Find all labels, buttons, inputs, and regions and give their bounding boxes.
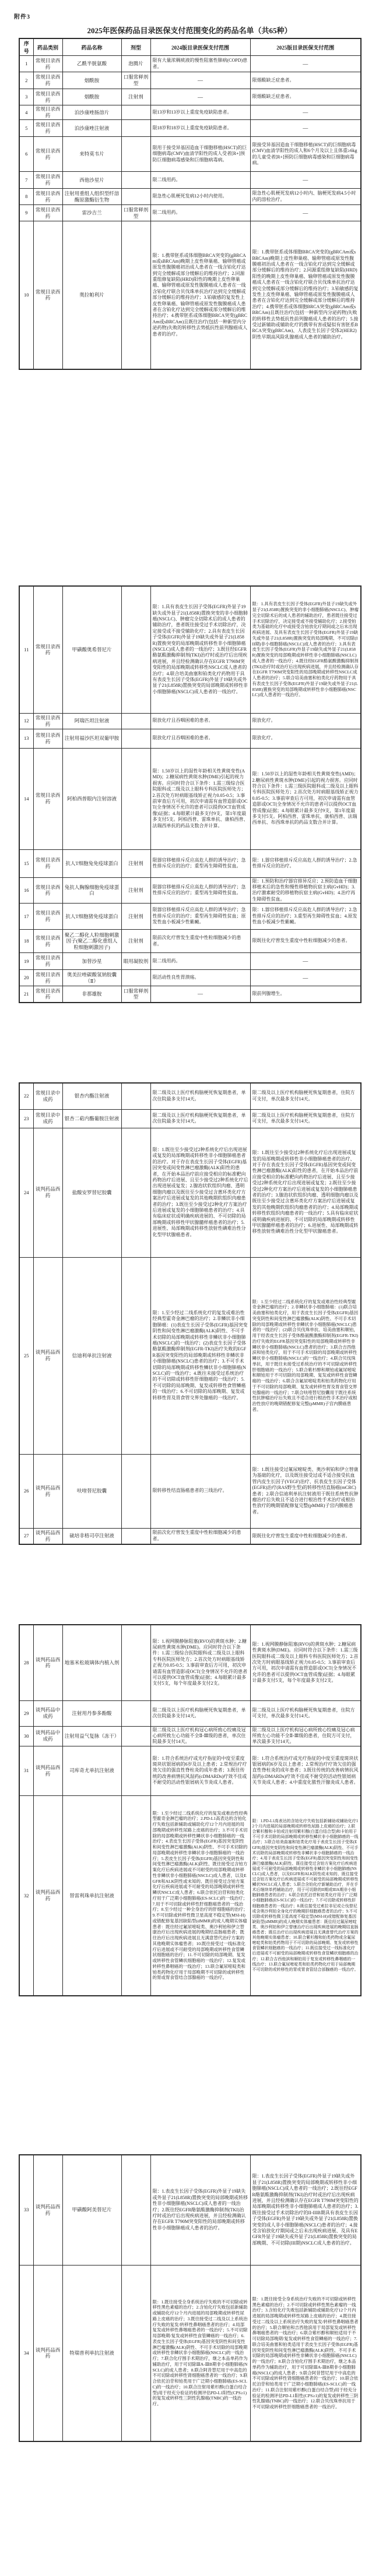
drug-name-cell: 烟酰胺 bbox=[62, 89, 121, 105]
scope-2024-cell: 限二线用药。 bbox=[150, 205, 250, 221]
scope-2025-cell: 限：1.器官移植排斥反应高危人群的诱导治疗；2.急性排斥反应的治疗。 bbox=[250, 849, 361, 877]
row-number-cell: 27 bbox=[19, 1528, 33, 1544]
scope-2024-cell: 限放化疗且吞咽困难的患者。 bbox=[150, 729, 250, 748]
scope-2024-cell: 限器官移植排斥反应高危人群的诱导治疗；急性排斥反应的治疗；重型再生障碍性贫血。 bbox=[150, 849, 250, 877]
drug-name-cell: 聚乙二醇化人粒细胞刺激因子(聚乙二醇化重组人粒细胞刺激因子) bbox=[62, 930, 121, 953]
header-col-category: 药品类别 bbox=[33, 38, 62, 56]
row-number-cell: 14 bbox=[19, 748, 33, 849]
table-row bbox=[19, 105, 361, 120]
table-row bbox=[19, 1795, 361, 1996]
table-row bbox=[19, 748, 361, 849]
drug-category-cell: 常规目录西药 bbox=[33, 56, 62, 72]
drug-name-cell: 兔抗人胸腺细胞免疫球蛋白 bbox=[62, 877, 121, 904]
scope-2025-cell: 限：1.PD-L1高表达的含铂化疗失败包括新辅助或辅助化疗12个月内进展的局部晚期或转移性尿路上皮癌的治疗；2.联合紫杉醇和卡铂或注射用紫杉醇(白蛋白结合型)和卡铂用于不可手术切除的局部晚期或转移性鳞状非小细胞肺癌的一线治疗；3.联合培美曲塞和铂类化疗用于表皮生长因子受体(EGFR)基因突变阴性和间变性淋巴瘤激酶(ALK)阴性、不可手术切除的局部晚期或转移性非鳞状非小细胞肺癌的一线治疗；4.用于表皮生长因子受体(EGFR)基因突变阴性和间变性淋巴瘤激酶(ALK)阴性、既往接受过含铂方案化疗后疾病进展或不可耐受的局部晚期或转移性非鳞状非小细胞肺癌(NSCLC)成人患者，以及EGFR和ALK阴性或未知的、既往接受过含铂方案化疗后疾病进展或不可耐受的局部晚期或转移性鳞状NSCLC成人患者；5.联合含铂化疗新辅助治疗，并在手术后继续单药辅助治疗，用于可切除的II期或IIIA期非小细胞肺癌患者的治疗；6.联合依托泊苷和铂类化疗用于广泛期小细胞肺癌(ES-SCLC)的一线治疗；7.不可切除或转移性肝细胞癌患者的一线治疗；8.既往接受过索拉非尼或仑伐替尼或含奥沙利铂全身化疗的晚期肝细胞癌患者的治疗；9.不可切除或转移性微卫星高度不稳定型(MSI-H)或错配修复基因缺陷型(dMMR)的成人晚期实体瘤患者：既往经过氟尿嘧啶类、奥沙利铂和伊立替康治疗后出现疾病进展的晚期结直肠癌患者；既往治疗后出现疾病进展且无满意替代治疗方案的其他晚期实体瘤患者；10.联合紫杉醇和铂类药物或含氟尿嘧啶类和铂类药物用于不可切除的局部晚期、复发或转移性食管鳞状细胞癌的一线治疗；11.既往接受过一线标准化疗后进展或不可耐受的局部晚期或转移性食管鳞状细胞癌的治疗；12.联合吉西他滨和顺铂用于复发或转移性鼻咽癌的一线治疗；13.联合氟尿嘧啶类和铂类药物化疗用于局部晚期不可切除的或转移性的胃或胃食管结合部腺癌的一线治疗。 bbox=[250, 1795, 361, 1996]
drug-name-cell: 注射用重组人组织型纤溶酶原激酶衍生物 bbox=[62, 189, 121, 205]
dosage-form-cell: 眼用凝胶剂 bbox=[121, 953, 150, 970]
drug-name-cell: 替雷利珠单抗注射液 bbox=[62, 1795, 121, 1996]
drug-category-cell: 谈判药品西药 bbox=[33, 1257, 62, 1454]
drug-category-cell: 谈判药品西药 bbox=[33, 1795, 62, 1996]
table-row bbox=[19, 586, 361, 713]
scope-2025-cell: 限：1.符合系统治疗或光疗指征的中度至重度斑块状银屑病的6岁及以上患者；2.常规治疗疗效欠佳的强直性脊柱炎的成年患者；3.既往传统的改善病情抗风湿药(cDMARDs)疗效不佳或不耐受的活动性银屑病关节炎成人患者；4.中重度化脓性汗腺炎成人患者。 bbox=[250, 1746, 361, 1795]
scope-2024-cell: 限前次化疗曾发生重度中性粒细胞减少的患者。 bbox=[150, 930, 250, 953]
row-number-cell: 29 bbox=[19, 1700, 33, 1726]
scope-2024-cell: 限活动性良性胃溃疡。 bbox=[150, 970, 250, 986]
dosage-form-cell bbox=[121, 1109, 150, 1128]
scope-2025-cell: 限烟酸缺乏症患者。 bbox=[250, 72, 361, 89]
dosage-form-cell bbox=[121, 970, 150, 986]
scope-2024-cell: 限放化疗且吞咽困难的患者。 bbox=[150, 713, 250, 729]
drug-category-cell: 常规目录西药 bbox=[33, 105, 62, 120]
table-row bbox=[19, 1454, 361, 1528]
drug-category-cell: 常规目录中成药 bbox=[33, 1109, 62, 1128]
table-row bbox=[19, 172, 361, 189]
drug-category-cell: 常规目录西药 bbox=[33, 137, 62, 172]
scope-2025-cell: — bbox=[250, 205, 361, 221]
dosage-form-cell bbox=[121, 2265, 150, 2441]
scope-2025-cell: 限：1.既往至少接受过2种系统化疗后出现进展或复发的局部晚期或转移性非小细胞肺癌患者的治疗、对于存在表皮生长因子受体(EGFR)基因突变或间变性淋巴瘤激酶(ALK)阳性的患者，在开始本品治疗前应接受相应的标准靶向药物治疗后进展、且至少接受过2种系统化疗后出现进展或复发；2.既往至少接受过2种化疗方案治疗后进展或复发的小细胞肺癌患者的治疗；3.腺泡状软组织肉瘤、透明细胞肉瘤以及既往至少接受过含蒽环类化疗方案治疗后进展或复发的其他晚期软组织肉瘤患者的治疗；4.局部晚期或转移性软组织肉瘤患者的一线治疗；5.具有临床症状或明确疾病进展的、不可切除的局部晚期或转移性甲状腺髓样癌患者的治疗；6.进展性、局部晚期或转移性放射性碘难治性分化型甲状腺癌患者。 bbox=[250, 1128, 361, 1257]
table-row bbox=[19, 1700, 361, 1726]
row-number-cell: 9 bbox=[19, 205, 33, 221]
scope-2024-cell: — bbox=[150, 89, 250, 105]
row-number-cell: 25 bbox=[19, 1257, 33, 1454]
table-row bbox=[19, 1726, 361, 1746]
header-col-name: 药品名称 bbox=[62, 38, 121, 56]
drug-category-cell: 常规目录西药 bbox=[33, 72, 62, 89]
drug-name-cell: 奥拉帕利片 bbox=[62, 221, 121, 369]
dosage-form-cell: 口服常释剂型 bbox=[121, 72, 150, 89]
dosage-form-cell bbox=[121, 189, 150, 205]
table-header-row bbox=[19, 38, 361, 56]
scope-2025-cell: 限：1.预防和治疗器官排异反应；2.预防造血干细胞移植术后的急性和慢性移植物抗宿主病(GvHD)；3.治疗激素耐受的移植物抗宿主病(GvHD)；4.治疗再生障碍性贫血。 bbox=[250, 877, 361, 904]
row-number-cell: 4 bbox=[19, 105, 33, 120]
scope-2024-cell: — bbox=[150, 986, 250, 1003]
row-number-cell: 13 bbox=[19, 729, 33, 748]
drug-category-cell: 常规目录西药 bbox=[33, 221, 62, 369]
dosage-form-cell: 注射剂 bbox=[121, 930, 150, 953]
table-row bbox=[19, 1528, 361, 1544]
drug-name-cell: 来特莫韦片 bbox=[62, 137, 121, 172]
drug-name-cell: 加替沙星 bbox=[62, 953, 121, 970]
scope-2025-cell: — bbox=[250, 970, 361, 986]
scope-2025-cell: 限接受异基因造血干细胞移植(HSCT)的巨细胞病毒(CMV)血清学阳性的成人和6个月及以上且体重≥6kg的儿童受者[R+]预防巨细胞病毒感染和巨细胞病毒病。 bbox=[250, 137, 361, 172]
scope-2024-cell: 限18岁和18岁以上重度免疫缺陷患者。 bbox=[150, 120, 250, 137]
scope-2025-cell: 限烟酸缺乏症患者。 bbox=[250, 89, 361, 105]
drug-category-cell: 常规目录西药 bbox=[33, 586, 62, 713]
scope-2024-cell: 限二级及以上医疗机构脑梗死恢复期患者，单次住院最多支付14天。 bbox=[150, 1083, 250, 1109]
scope-2024-cell: 限：1.符合系统治疗或光疗指征的中度至重度斑块状银屑病的6岁及以上患者；2.常规治疗疗效欠佳的强直性脊柱炎的成年患者；3.既往传统的改善病情抗风湿药(cDMARDs)疗效不佳或不耐受的活动性银屑病关节炎成人患者。 bbox=[150, 1746, 250, 1795]
table-row bbox=[19, 120, 361, 137]
drug-category-cell: 常规目录西药 bbox=[33, 189, 62, 205]
drug-category-cell: 常规目录西药 bbox=[33, 729, 62, 748]
drug-category-cell: 常规目录西药 bbox=[33, 953, 62, 970]
header-col-scope-2025: 2025版目录医保支付范围 bbox=[250, 38, 361, 56]
drug-name-cell: 司库奇尤单抗注射液 bbox=[62, 1746, 121, 1795]
scope-2025-cell: — bbox=[250, 105, 361, 120]
row-number-cell: 31 bbox=[19, 1746, 33, 1795]
drug-category-cell: 谈判药品西药 bbox=[33, 2155, 62, 2265]
drug-category-cell: 常规目录西药 bbox=[33, 172, 62, 189]
drug-name-cell: 非那雄胺 bbox=[62, 986, 121, 1003]
table-row bbox=[19, 986, 361, 1003]
dosage-form-cell: 注射剂 bbox=[121, 877, 150, 904]
dosage-form-cell: 口服常释剂型 bbox=[121, 986, 150, 1003]
scope-2025-cell: — bbox=[250, 56, 361, 72]
table-row bbox=[19, 849, 361, 877]
table-row bbox=[19, 1257, 361, 1454]
scope-2025-cell: 限：1.至少经过二线系统化疗的复发或难治性经典型霍奇金淋巴瘤的治疗；2.非鳞状非小细胞肺癌：(1)联合培美曲塞和铂类化疗，用于表皮生长因子受体(EGFR)基因突变阴性和间变性淋巴瘤激酶(ALK)阴性、不可手术切除的局部晚期或转移性非鳞状非小细胞肺癌(NSCLC)患者的一线治疗；(2)联合贝伐珠单抗、培美曲塞和顺铂，用于经表皮生长因子受体酪氨酸激酶抑制剂(EGFR-TKI)治疗失败的EGFR基因突变阳性的局部晚期或转移性非鳞状非小细胞肺癌(NSCLC)患者的治疗；3.联合吉西他滨和铂类化疗，用于不可手术切除的局部晚期或转移性鳞状非小细胞肺癌(NSCLC)的一线治疗；4.联合贝伐珠单抗，用于既往未接受过系统治疗的不可切除或转移性肝细胞癌的一线治疗；5.联合紫杉醇和顺铂或氟尿嘧啶和顺铂用于不可切除的局部晚期、复发或转移性食管鳞癌的一线治疗；6.联合含氟尿嘧啶类和铂类药物化疗用于不可切除的局部晚期、复发或转移性胃及胃食管交界处腺癌的一线治疗；7.联合呋喹替尼胶囊用于既往系统性抗肿瘤治疗后失败且不适合进行根治性手术治疗或根治性放疗的晚期错配修复完整(pMMR)子宫内膜癌患者。 bbox=[250, 1257, 361, 1454]
drug-category-cell: 谈判药品西药 bbox=[33, 1528, 62, 1544]
scope-2024-cell: 限二级及以上医疗机构脑梗死恢复期患者，单次住院最多支付14天。 bbox=[150, 1109, 250, 1128]
dosage-form-cell bbox=[121, 1083, 150, 1109]
scope-2025-cell: 限前列腺增生。 bbox=[250, 986, 361, 1003]
drug-name-cell: 注射用福沙匹坦双葡甲胺 bbox=[62, 729, 121, 748]
drug-name-cell: 泊沙康唑肠溶片 bbox=[62, 105, 121, 120]
row-number-cell: 16 bbox=[19, 877, 33, 904]
row-number-cell: 22 bbox=[19, 1083, 33, 1109]
table-row bbox=[19, 137, 361, 172]
drug-category-cell: 常规目录西药 bbox=[33, 986, 62, 1003]
drug-name-cell: 银杏二萜内酯葡胺注射液 bbox=[62, 1109, 121, 1128]
drug-category-cell: 常规目录西药 bbox=[33, 713, 62, 729]
row-number-cell: 5 bbox=[19, 120, 33, 137]
scope-2025-cell: — bbox=[250, 120, 361, 137]
header-col-no: 序号 bbox=[19, 38, 33, 56]
dosage-form-cell bbox=[121, 172, 150, 189]
table-row bbox=[19, 2155, 361, 2265]
drug-name-cell: 阿柏西普眼内注射溶液 bbox=[62, 748, 121, 849]
row-number-cell: 28 bbox=[19, 1625, 33, 1700]
row-number-cell: 34 bbox=[19, 2265, 33, 2441]
drug-category-cell: 谈判药品西药 bbox=[33, 1128, 62, 1257]
scope-2025-cell: 限二级及以上医疗机构脑梗死恢复期患者，住院方可支付，单次最多支付14天。 bbox=[250, 1083, 361, 1109]
scope-2025-cell: 限：1.既往接受过氟尿嘧啶类、奥沙利铂和伊立替康为基础的化疗，以及既往接受过或不适合接受抗血管内皮生长因子(VEGF)治疗、抗表皮生长因子受体(EGFR)治疗(RAS野生型)的转移性结直肠癌(mCRC)患者；2.联合信迪利单抗注射液用于既往系统性抗肿瘤治疗后失败且不适合进行根治性手术治疗或根治性放疗的晚期错配修复完整(pMMR)子宫内膜癌患者。 bbox=[250, 1454, 361, 1528]
dosage-form-cell bbox=[121, 1257, 150, 1454]
drug-name-cell: 呋喹替尼胶囊 bbox=[62, 1454, 121, 1528]
scope-2025-cell: 限放化疗。 bbox=[250, 713, 361, 729]
dosage-form-cell bbox=[121, 748, 150, 849]
drug-category-cell: 常规目录西药 bbox=[33, 849, 62, 877]
scope-2025-cell: 限：1.视网膜静脉阻塞(RVO)的黄斑水肿；2.糖尿病性黄斑水肿(DME)。应同时符合以下条件：1.需三级医院眼科或二级及以上眼科专科医院医师处方；2.首次处方时病眼基线矫正视力0.05-0.5；3.事前审查后方可用，初次申请需有血管造影或OCT(全身情况不允许的患者可以提供OCT血管成像)证据；4.每眼累计最多支付5支，每个年度最多支付2支。 bbox=[250, 1625, 361, 1700]
drug-name-cell: 甲磺酸奥希替尼片 bbox=[62, 586, 121, 713]
drug-table-page-5 bbox=[19, 2154, 362, 2442]
drug-name-cell: 银杏内酯注射液 bbox=[62, 1083, 121, 1109]
table-row bbox=[19, 221, 361, 369]
drug-name-cell: 特瑞普利单抗注射液 bbox=[62, 2265, 121, 2441]
dosage-form-cell bbox=[121, 586, 150, 713]
row-number-cell: 17 bbox=[19, 904, 33, 930]
scope-2024-cell: 限：1.携带胚系或体细胞BRCA突变的(gBRCAm或sBRCAm)晚期上皮性卵巢癌、输卵管癌或原发性腹膜癌初治成人患者在一线含铂化疗达到完全缓解或部分缓解后的维持治疗；2.同源重组修复缺陷(HRD)阳性的晚期上皮性卵巢癌、输卵管癌或原发性腹膜癌成人患者在一线含铂化疗联合贝伐珠单抗治疗达到完全缓解或部分缓解后的维持治疗；3.铂敏感的复发性上皮性卵巢癌、输卵管癌或原发性腹膜癌成人患者在含铂化疗达到完全缓解或部分缓解后的维持治疗；4.携带胚系或体细胞BRCA突变(gBRCAm或sBRCAm)且既往治疗(包括一种新型内分泌药物)失败的转移性去势抵抗性前列腺癌成人患者的治疗。 bbox=[150, 221, 250, 369]
dosage-form-cell: 注射剂 bbox=[121, 904, 150, 930]
table-row bbox=[19, 189, 361, 205]
row-number-cell: 15 bbox=[19, 849, 33, 877]
scope-2024-cell: 限：1.表皮生长因子受体(EGFR)外显子19缺失或外显子21(L858R)置换突变的局部晚期或转移性非小细胞肺癌(NSCLC)成人患者的一线治疗；2.既往经EGFR酪氨酸激酶抑制剂(TKI)治疗时或治疗后出现疾病进展，并且经检测确认存在EGFR T790M突变阳性的局部晚期或转移性非小细胞肺癌成人患者的治疗。 bbox=[150, 2155, 250, 2265]
header-col-form: 剂型 bbox=[121, 38, 150, 56]
scope-2025-cell: — bbox=[250, 953, 361, 970]
scope-2025-cell: 限急性心肌梗死发病12小时内、脑梗死发病4.5小时内的溶栓治疗。 bbox=[250, 189, 361, 205]
dosage-form-cell bbox=[121, 713, 150, 729]
dosage-form-cell: 注射剂 bbox=[121, 849, 150, 877]
row-number-cell: 12 bbox=[19, 713, 33, 729]
scope-2025-cell: 限二级及以上医疗机构冠心病所致心绞痛及冠心病所致左心功能不全Ⅱ-Ⅲ级的患者，住院方可支付，单次最多支付14天。 bbox=[250, 1726, 361, 1746]
table-row bbox=[19, 205, 361, 221]
scope-2024-cell: 限：1.50岁以上的湿性年龄相关性黄斑变性(AMD)；2.糖尿病性黄斑水肿(DME)引起的视力损害。应同时符合以下条件：1.需三级综合医院眼科或二级及以上眼科专科医院医师处方；2.首次处方时病眼基线矫正视力0.05-0.5；3.事前审查后方可用，初次申请需有血管造影或OCT(全身情况不允许的患者可以提供OCT血管成像)证据；4.每眼累计最多支付9支，第1年度最多支付5支。阿柏西普、雷珠单抗、康柏西普、法瑞西单抗的药品支数合并计算。 bbox=[150, 748, 250, 849]
scope-2024-cell: 限二线用药。 bbox=[150, 172, 250, 189]
table-row bbox=[19, 713, 361, 729]
scope-2024-cell: 限：1.既往接受全身系统治疗失败的不可切除或转移性黑色素瘤的治疗；2.含铂化疗失败包括新辅助或辅助化疗12个月内进展的局部晚期或转移性尿路上皮癌的治疗；3.既往接受过二线及以上系统治疗失败的复发/转移性鼻咽癌患者的治疗；4.局部复发或转移性鼻咽癌患者的一线治疗；5.不可切除局部晚期/复发或转移性食管鳞癌的一线治疗；6.表皮生长因子受体(EGFR)基因突变阴性和间变性淋巴瘤激酶(ALK)阴性、不可手术切除的局部晚期或转移性非鳞状非小细胞肺癌(NSCLC)的一线治疗；7.联合化疗围手术期治疗，继之本品单药作为辅助治疗，用于可切除ⅢA-ⅢB期非小细胞肺癌(NSCLC)的成人患者；8.联合阿昔替尼用于中高危的不可切除或转移性肾细胞癌患者的一线治疗；9.联合依托泊苷和铂类用于广泛期小细胞肺癌(ES-SCLC)的一线治疗；10.联合注射用紫杉醇(白蛋白结合型)用于经充分验证的检测评估PD-L1阳性(CPS≥1)的复发或转移性三阴性乳腺癌(TNBC)的一线治疗。 bbox=[150, 2265, 250, 2441]
dosage-form-cell bbox=[121, 105, 150, 120]
drug-name-cell: 地塞米松玻璃体内植入剂 bbox=[62, 1625, 121, 1700]
dosage-form-cell bbox=[121, 1700, 150, 1726]
drug-category-cell: 常规目录西药 bbox=[33, 930, 62, 953]
drug-category-cell: 谈判药品中成药 bbox=[33, 1726, 62, 1746]
drug-category-cell: 常规目录中成药 bbox=[33, 1083, 62, 1109]
drug-category-cell: 谈判药品西药 bbox=[33, 1625, 62, 1700]
scope-2024-cell: 限：1.至少经过二线系统化疗的复发或难治性经典型霍奇金淋巴瘤的治疗；2.非鳞状非小细胞肺癌：(1)表皮生长因子受体(EGFR)基因突变阴性和间变性淋巴瘤激酶(ALK)阴性、不可手术切除的局部晚期或转移性非鳞状非小细胞肺癌(NSCLC)的一线治疗；(2)表皮生长因子受体酪氨酸激酶抑制剂(EGFR-TKI)治疗失败的EGFR基因突变阳性的局部晚期或转移性非鳞状非小细胞肺癌(NSCLC)患者的治疗；3.不可手术切除的局部晚期或转移性鳞状非小细胞肺癌(NSCLC)的一线治疗；4.既往未接受过系统治疗的不可切除或转移性肝细胞癌的一线治疗；5.不可切除的局部晚期、复发或转移性食管鳞癌的一线治疗；6.不可切除的局部晚期、复发或转移性胃及胃食管交界处腺癌的一线治疗。 bbox=[150, 1257, 250, 1454]
attachment-label: 附件3 bbox=[14, 14, 30, 20]
scope-2024-cell: 限：1.具有表皮生长因子受体(EGFR)外显子19缺失或外显子21(L858R)置换突变的非小细胞肺癌(NSCLC)、肿瘤完全切除术后的成人患者的辅助治疗，患者既往接受过手术切除治疗，决定接受或不接受辅助化疗；2.具有表皮生长因子受体(EGFR)外显子19缺失或外显子21(L858R)置换突变的局部晚期或转移性非小细胞肺癌(NSCLC)成人患者的一线治疗；3.既往经EGFR酪氨酸激酶抑制剂(TKI)治疗时或治疗后出现疾病进展，并且经检测确认存在EGFR T790M突变阳性的局部晚期或转移性NSCLC成人患者的治疗；4.联合培美曲塞和铂类化疗药物用于具有表皮生长因子受体(EGFR)外显子19缺失或外显子21(L858R)置换突变的局部晚期或转移性非小细胞肺癌(NSCLC)成人患者的一线治疗。 bbox=[150, 586, 250, 713]
row-number-cell: 24 bbox=[19, 1128, 33, 1257]
dosage-form-cell: 泡腾片 bbox=[121, 56, 150, 72]
drug-name-cell: 抗人T细胞猪免疫球蛋白 bbox=[62, 904, 121, 930]
drug-name-cell: 西他沙星片 bbox=[62, 172, 121, 189]
scope-2025-cell: 限：1.表皮生长因子受体(EGFR)外显子19缺失或外显子21(L858R)置换突变的局部晚期或转移性非小细胞肺癌(NSCLC)成人患者的一线治疗；2.既往经EGFR酪氨酸激酶抑制剂(TKI)治疗时或治疗后出现疾病进展，并且经检测确认存在EGFR T790M突变阳性的局部晚期或转移性非小细胞肺癌成人患者的治疗；3.既往接受过手术切除治疗的II-IIIB期具有表皮生长因子受体(EGFR)外显子19缺失或外显子21(L858R)置换突变的成人非小细胞肺癌(NSCLC)患者的治疗；4.接受含铂放化疗期间或之后未出现疾病进展、及具有EGFR外显子19缺失或外显子21(L858R)置换突变的局部晚期、不可切除(III期)NSCLC成人患者的治疗。 bbox=[250, 2155, 361, 2265]
dosage-form-cell bbox=[121, 2155, 150, 2265]
drug-category-cell: 常规目录西药 bbox=[33, 877, 62, 904]
dosage-form-cell bbox=[121, 120, 150, 137]
scope-2024-cell: 限器官移植排斥反应高危人群的诱导治疗；急性排斥反应的治疗；重型再生障碍性贫血；原发性血小板减少性紫癜。 bbox=[150, 904, 250, 930]
drug-category-cell: 谈判药品西药 bbox=[33, 1454, 62, 1528]
scope-2024-cell: 限用于接受异基因造血干细胞移植(HSCT)的巨细胞病毒(CMV)血清学阳性的成人受者[R+]预防巨细胞病毒感染和巨细胞病毒病。 bbox=[150, 137, 250, 172]
scope-2025-cell: 限既往化疗曾发生重度中性粒细胞减少的患者。 bbox=[250, 930, 361, 953]
drug-name-cell: 泊沙康唑注射液 bbox=[62, 120, 121, 137]
scope-2025-cell: 限：1.携带胚系或体细胞BRCA突变的(gBRCAm或sBRCAm)晚期上皮性卵巢癌、输卵管癌或原发性腹膜癌初治成人患者在一线含铂化疗达到完全缓解或部分缓解后的维持治疗；2.同源重组修复缺陷(HRD)阳性的晚期上皮性卵巢癌、输卵管癌或原发性腹膜癌成人患者在一线含铂化疗联合贝伐珠单抗治疗达到完全缓解或部分缓解后的维持治疗；3.铂敏感的复发性上皮性卵巢癌、输卵管癌或原发性腹膜癌成人患者在含铂化疗达到完全缓解或部分缓解后的维持治疗；4.携带胚系或体细胞BRCA突变(gBRCAm或sBRCAm)且既往治疗(包括一种新型内分泌药物)失败的转移性去势抵抗性前列腺癌成人患者的治疗；5.接受过新辅助或辅助化疗的携带有害或疑似有害胚系BRCA突变(gBRCAm)、人表皮生长因子受体2(HER2)阴性早期高风险乳腺癌成人患者的辅助治疗。 bbox=[250, 221, 361, 369]
drug-table-page-3 bbox=[19, 1082, 362, 1545]
row-number-cell: 11 bbox=[19, 586, 33, 713]
row-number-cell: 32 bbox=[19, 1795, 33, 1996]
drug-name-cell: 烟酰胺 bbox=[62, 72, 121, 89]
table-row bbox=[19, 930, 361, 953]
scope-2024-cell: 限13岁和13岁以上重度免疫缺陷患者。 bbox=[150, 105, 250, 120]
drug-name-cell: 奥美拉唑碳酸氢钠胶囊（Ⅱ） bbox=[62, 970, 121, 986]
page-title: 2025年医保药品目录医保支付范围变化的药品名单（共65种） bbox=[87, 26, 292, 35]
drug-table-page-2 bbox=[19, 585, 362, 1003]
table-row bbox=[19, 72, 361, 89]
drug-category-cell: 常规目录西药 bbox=[33, 89, 62, 105]
scope-2025-cell: 限：1.既往接受全身系统治疗失败的不可切除或转移性黑色素瘤的治疗；2.不可切除或转移性黑色素瘤的一线治疗；3.含铂化疗失败包括新辅助或辅助化疗12个月内进展的局部晚期或转移性尿路上皮癌的治疗；4.既往接受过二线及以上系统治疗失败的复发/转移性鼻咽癌患者的治疗；5.联合顺铂和吉西他滨用于局部复发或转移性鼻咽癌患者的一线治疗；6.联合紫杉醇和顺铂适用于不可切除局部晚期/复发或转移性食管鳞癌的一线治疗；7.联合培美曲塞和铂类适用于表皮生长因子受体(EGFR)基因突变阴性和间变性淋巴瘤激酶(ALK)阴性、不可手术切除的局部晚期或转移性非鳞状非小细胞肺癌(NSCLC)的一线治疗；8.联合含铂化疗围手术期治疗，继之本品单药作为辅助治疗，用于可切除ⅢA-ⅢB期非小细胞肺癌(NSCLC)的成人患者；9.联合阿昔替尼用于中高危的不可切除或转移性肾细胞癌患者的一线治疗；10.联合依托泊苷和铂类用于广泛期小细胞肺癌(ES-SCLC)的一线治疗；11.联合注射用紫杉醇(白蛋白结合型)用于经充分验证的检测评估PD-L1阳性(CPS≥1)的复发或转移性三阴性乳腺癌(TNBC)的一线治疗；12.联合贝伐珠单抗用于不可切除或转移性肝细胞癌患者的一线治疗。 bbox=[250, 2265, 361, 2441]
row-number-cell: 33 bbox=[19, 2155, 33, 2265]
dosage-form-cell bbox=[121, 1625, 150, 1700]
scope-2025-cell: 限：1.具有表皮生长因子受体(EGFR)外显子19缺失或外显子21(L858R)置换突变的非小细胞肺癌(NSCLC)、肿瘤完全切除术后的成人患者的辅助治疗，患者既往接受过手术切除治疗，决定接受或不接受辅助化疗；2.接受铂类为基础的化疗中或接受含铂放化疗期间或之后未出现疾病进展、及具有表皮生长因子受体(EGFR)外显子19缺失或外显子21(L858R)置换突变的局部晚期、不可切除(III期)非小细胞肺癌(NSCLC)成人患者的治疗；3.具有表皮生长因子受体(EGFR)外显子19缺失或外显子21(L858R)置换突变的局部晚期或转移性非小细胞肺癌(NSCLC)成人患者的一线治疗；4.既往经EGFR酪氨酸激酶抑制剂(TKI)治疗时或治疗后出现疾病进展，并且经检测确认存在EGFR T790M突变阳性的局部晚期或转移性NSCLC成人患者的治疗；5.联合培美曲塞和铂类化疗药物用于具有表皮生长因子受体(EGFR)外显子19缺失或外显子21(L858R)置换突变的局部晚期或转移性非小细胞肺癌(NSCLC)成人患者的一线治疗。 bbox=[250, 586, 361, 713]
table-row bbox=[19, 2265, 361, 2441]
scope-2024-cell: — bbox=[150, 72, 250, 89]
scope-2025-cell: 限：1.50岁以上的湿性年龄相关性黄斑变性(AMD)；2.糖尿病性黄斑水肿(DME)引起的视力损害。应同时符合以下条件：1.需三级医院眼科或二级及以上眼科专科医院医师处方；2.首次处方时病眼基线矫正视力0.05-0.5；3.事前审查后方可用，初次申请需有血管造影或OCT(全身情况不允许的患者可以提供OCT血管成像)证据；4.每眼累计最多支付9支，第1年度最多支付5支。阿柏西普、雷珠单抗、康柏西普、法瑞西单抗、布西珠单抗的药品支数合并计算。 bbox=[250, 748, 361, 849]
table-row bbox=[19, 1083, 361, 1109]
scope-2024-cell: 限前次化疗曾发生重度中性粒细胞减少的患者。 bbox=[150, 1528, 250, 1544]
scope-2024-cell: 限器官移植排斥反应高危人群的诱导治疗；急性排斥反应的治疗；重型再生障碍性贫血。 bbox=[150, 877, 250, 904]
table-row bbox=[19, 970, 361, 986]
scope-2024-cell: 限二级及以上医疗机构脑梗死恢复期患者，单次住院最多支付14天。 bbox=[150, 1700, 250, 1726]
scope-2024-cell: 限转移性结直肠癌患者的三线治疗。 bbox=[150, 1454, 250, 1528]
drug-name-cell: 硫培非格司亭注射液 bbox=[62, 1528, 121, 1544]
drug-name-cell: 乙酰半胱氨酸 bbox=[62, 56, 121, 72]
row-number-cell: 8 bbox=[19, 189, 33, 205]
row-number-cell: 6 bbox=[19, 137, 33, 172]
drug-category-cell: 谈判药品中成药 bbox=[33, 1700, 62, 1726]
dosage-form-cell bbox=[121, 1795, 150, 1996]
table-row bbox=[19, 89, 361, 105]
row-number-cell: 21 bbox=[19, 986, 33, 1003]
dosage-form-cell bbox=[121, 1528, 150, 1544]
dosage-form-cell bbox=[121, 221, 150, 369]
row-number-cell: 30 bbox=[19, 1726, 33, 1746]
table-row bbox=[19, 729, 361, 748]
scope-2024-cell: 限：1.至少经过二线系统化疗的复发或难治性经典型霍奇金淋巴瘤的治疗；2.PD-L1高表达的含铂化疗失败包括新辅助或辅助化疗12个月内进展的局部晚期或转移性尿路上皮癌的治疗；3.不可手术切除的局部晚期或转移性鳞状非小细胞肺癌的一线治疗；4.表皮生长因子受体(EGFR)基因突变阴性和间变性淋巴瘤激酶(ALK)阴性、不可手术切除的局部晚期或转移性非鳞状非小细胞肺癌的一线治疗；5.表皮生长因子受体(EGFR)基因突变阴性和间变性淋巴瘤激酶(ALK)阴性、既往接受过含铂方案化疗后疾病进展或不可耐受的局部晚期或转移性非鳞状非小细胞肺癌(NSCLC)成人患者，以及EGFR和ALK阴性或未知的、既往接受过含铂方案化疗后疾病进展或不可耐受的局部晚期或转移性鳞状NSCLC成人患者；6.联合依托泊苷和铂类化疗用于广泛期小细胞肺癌(ES-SCLC)的一线治疗；7.用于不可切除或转移性肝细胞癌患者的一线治疗；8.至少经过一种全身治疗的肝细胞癌的治疗；9.不可切除或转移性微卫星高度不稳定型(MSI-H)或错配修复基因缺陷型(dMMR)的成人晚期实体瘤患者：既往经过氟尿嘧啶类、奥沙利铂和伊立替康治疗后出现疾病进展的晚期结直肠癌患者；既往治疗后出现疾病进展且无满意替代治疗方案的其他晚期实体瘤患者；10.既往接受过一线标准化疗后进展或不可耐受的局部晚期或转移性食管鳞状细胞癌的治疗；11.不可切除的局部晚期、复发或转移性食管鳞状细胞癌的一线治疗；12.复发或转移性鼻咽癌的一线治疗；13.联合氟尿嘧啶类和铂类药物化疗用于局部晚期不可切除的或转移性的胃或胃食管结合部腺癌的一线治疗。 bbox=[150, 1795, 250, 1996]
dosage-form-cell: 口服常释剂型 bbox=[121, 205, 150, 221]
header-col-scope-2024: 2024版目录医保支付范围 bbox=[150, 38, 250, 56]
row-number-cell: 1 bbox=[19, 56, 33, 72]
scope-2024-cell: 限二线用药。 bbox=[150, 953, 250, 970]
drug-category-cell: 谈判药品西药 bbox=[33, 2265, 62, 2441]
scope-2024-cell: 限：1.既往至少接受过2种系统化疗后出现进展或复发的局部晚期或转移性非小细胞肺癌患者的治疗。对于存在表皮生长因子受体(EGFR)基因突变或间变性淋巴瘤激酶(ALK)阳性的患者，在开始本品治疗前应接受相应的标准靶向药物治疗后进展、且至少接受过2种系统化疗后出现进展或复发；2.腺泡状软组织肉瘤、透明细胞肉瘤以及既往至少接受过含蒽环类化疗方案治疗后进展或复发的其他晚期软组织肉瘤患者的治疗；3.既往至少接受过2种化疗方案治疗后进展或复发的小细胞肺癌患者的治疗；4.具有临床症状或明确疾病进展的、不可切除的局部晚期或转移性甲状腺髓样癌患者的治疗；5.进展性、局部晚期或转移性放射性碘难治性分化型甲状腺癌患者。 bbox=[150, 1128, 250, 1257]
drug-name-cell: 注射用益气复脉（冻干） bbox=[62, 1726, 121, 1746]
row-number-cell: 10 bbox=[19, 221, 33, 369]
scope-2024-cell: 限：1.视网膜静脉阻塞(RVO)的黄斑水肿；2.糖尿病性黄斑水肿(DME)。应同时符合以下条件：1.需三级综合医院眼科或二级及以上眼科专科医院医师处方；2.首次处方时病眼基线矫正视力0.05-0.5；3.事前审查后方可用，初次申请需有血管造影或OCT(全身情况不允许的患者可以提供OCT血管成像)证据；4.每眼累计最多支付5支，每个年度最多支付2支。 bbox=[150, 1625, 250, 1700]
dosage-form-cell: 注射剂 bbox=[121, 89, 150, 105]
row-number-cell: 3 bbox=[19, 89, 33, 105]
scope-2025-cell: 限既往化疗曾发生重度中性粒细胞减少的患者。 bbox=[250, 1528, 361, 1544]
dosage-form-cell bbox=[121, 1726, 150, 1746]
scope-2025-cell: — bbox=[250, 172, 361, 189]
table-row bbox=[19, 904, 361, 930]
scope-2025-cell: 限放化疗。 bbox=[250, 729, 361, 748]
drug-category-cell: 常规目录西药 bbox=[33, 904, 62, 930]
row-number-cell: 7 bbox=[19, 172, 33, 189]
drug-category-cell: 常规目录西药 bbox=[33, 748, 62, 849]
table-row bbox=[19, 953, 361, 970]
scope-2025-cell: 限二级及以上医疗机构脑梗死恢复期患者，住院方可支付，单次最多支付14天。 bbox=[250, 1109, 361, 1128]
table-row bbox=[19, 877, 361, 904]
dosage-form-cell bbox=[121, 137, 150, 172]
row-number-cell: 19 bbox=[19, 953, 33, 970]
row-number-cell: 2 bbox=[19, 72, 33, 89]
drug-name-cell: 注射用丹参多酚酸 bbox=[62, 1700, 121, 1726]
row-number-cell: 20 bbox=[19, 970, 33, 986]
drug-name-cell: 抗人T细胞兔免疫球蛋白 bbox=[62, 849, 121, 877]
dosage-form-cell bbox=[121, 1454, 150, 1528]
drug-category-cell: 常规目录西药 bbox=[33, 120, 62, 137]
drug-name-cell: 信迪利单抗注射液 bbox=[62, 1257, 121, 1454]
dosage-form-cell bbox=[121, 1128, 150, 1257]
row-number-cell: 23 bbox=[19, 1109, 33, 1128]
drug-table-page-1 bbox=[19, 38, 362, 370]
table-row bbox=[19, 1746, 361, 1795]
drug-name-cell: 盐酸安罗替尼胶囊 bbox=[62, 1128, 121, 1257]
scope-2024-cell: 限急性心肌梗死发病12小时内使用。 bbox=[150, 189, 250, 205]
table-row bbox=[19, 56, 361, 72]
dosage-form-cell bbox=[121, 1746, 150, 1795]
drug-name-cell: 雷沙吉兰 bbox=[62, 205, 121, 221]
row-number-cell: 26 bbox=[19, 1454, 33, 1528]
scope-2025-cell: 限二级及以上医疗机构脑梗死恢复期患者，住院方可支付，单次最多支付14天。 bbox=[250, 1700, 361, 1726]
scope-2024-cell: 限有大量浓稠痰液的慢性阻塞性肺病(COPD)患者。 bbox=[150, 56, 250, 72]
table-row bbox=[19, 1128, 361, 1257]
drug-category-cell: 常规目录西药 bbox=[33, 205, 62, 221]
table-row bbox=[19, 1625, 361, 1700]
dosage-form-cell bbox=[121, 729, 150, 748]
table-row bbox=[19, 1109, 361, 1128]
scope-2024-cell: 限二级及以上医疗机构冠心病所致心绞痛及冠心病所致左心功能不全Ⅱ-Ⅲ级的患者，单次住院最多支付14天。 bbox=[150, 1726, 250, 1746]
scope-2025-cell: 限：1.器官移植排斥反应高危人群的诱导治疗；2.急性排斥反应的治疗；3.重型再生障碍性贫血；4.原发性血小板减少性紫癜。 bbox=[250, 904, 361, 930]
drug-category-cell: 谈判药品西药 bbox=[33, 1746, 62, 1795]
drug-name-cell: 阿瑞匹坦注射液 bbox=[62, 713, 121, 729]
drug-table-page-4 bbox=[19, 1624, 362, 1996]
drug-category-cell: 常规目录西药 bbox=[33, 970, 62, 986]
row-number-cell: 18 bbox=[19, 930, 33, 953]
drug-name-cell: 甲磺酸阿美替尼片 bbox=[62, 2155, 121, 2265]
